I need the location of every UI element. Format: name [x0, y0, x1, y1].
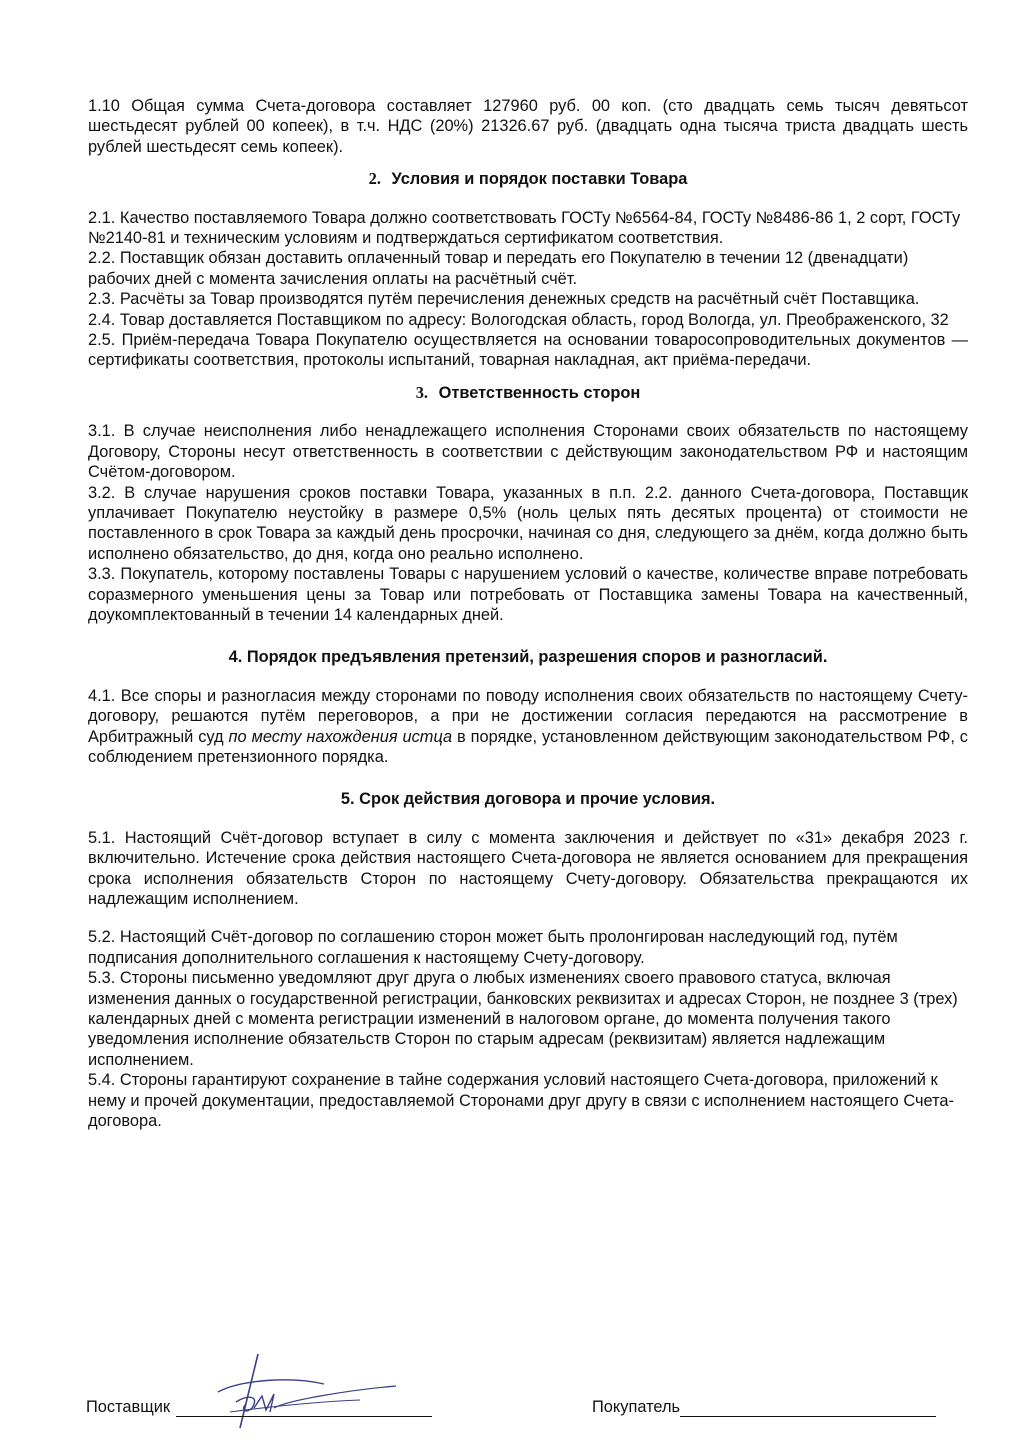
clause-5-1: 5.1. Настоящий Счёт-договор вступает в силу с момента заключения и действует по «31» декабря 2023 г. включительно. Истечение срока действия настоящего Счета-договора не является основанием для прекращения срока исполнения обязательств Сторон по настоящему Счету-договору. Обязательства прекращаются их надлежащим исполнением.	[88, 828, 968, 908]
supplier-signature-block	[86, 1398, 432, 1417]
buyer-label: Покупатель	[592, 1398, 681, 1416]
supplier-label: Поставщик	[86, 1398, 171, 1416]
clause-5-4: 5.4. Стороны гарантируют сохранение в тайне содержания условий настоящего Счета-договора, приложений к нему и прочей документации, предоставляемой Сторонами друг другу в связи с исполнением настоящего Счета-договора.	[88, 1071, 954, 1131]
section-4-title: 4. Порядок предъявления претензий, разрешения споров и разногласий.	[228, 648, 828, 667]
section-5-title: 5. Срок действия договора и прочие условия.	[340, 790, 716, 809]
section-3-heading	[88, 383, 968, 403]
clause-3-3: 3.3. Покупатель, которому поставлены Товары с нарушением условий о качестве, количестве вправе потребовать соразмерного уменьшения цены за Товар или потребовать от Поставщика замены Товара на качественный, доукомплектованный в течении 14 календарных дней.	[88, 565, 968, 624]
clause-4-1-italic: по месту нахождения истца	[228, 727, 453, 746]
clause-5-3: 5.3. Стороны письменно уведомляют друг друга о любых изменениях своего правового статуса, включая изменения данных о государственной регистрации, банковских реквизитах и адресах Сторон, не позднее 3 (трех) календарных дней с момента регистрации изменений в налоговом органе, до момента получения такого уведомления исполнение обязательств Сторон по старым адресам (реквизитам) является надлежащим исполнением.	[88, 969, 958, 1069]
buyer-signature-block	[592, 1398, 936, 1417]
contract-page	[88, 96, 968, 1131]
clause-4-1-text-b: в порядке, установленном действующим законодательством РФ, с соблюдением претензионного порядка.	[88, 727, 969, 766]
clause-2-3: 2.3. Расчёты за Товар производятся путём перечисления денежных средств на расчётный счёт Поставщика.	[88, 290, 920, 309]
signature-row	[86, 1398, 966, 1428]
clause-3-1: 3.1. В случае неисполнения либо ненадлежащего исполнения Сторонами своих обязательств по настоящему Договору, Стороны несут ответственность в соответствии с действующим законодательством РФ и настоящим Счётом-договором.	[88, 422, 968, 482]
section-2-title: Условия и порядок поставки Товара	[391, 170, 688, 189]
supplier-signature-line	[176, 1398, 432, 1417]
section-2-number: 2.	[368, 169, 381, 189]
clause-4-1-text-a: 4.1. Все споры и разногласия между сторонами по поводу исполнения своих обязательств по настоящему Счету-договору, решаются путём переговоров, а при не достижении согласия передаются на рассмотрение в Арбитражный суд	[88, 686, 968, 746]
clause-2-4: 2.4. Товар доставляется Поставщиком по адресу: Вологодская область, город Вологда, ул. Преображенского, 32	[88, 310, 949, 329]
clause-3-2: 3.2. В случае нарушения сроков поставки Товара, указанных в п.п. 2.2. данного Счета-договора, Поставщик уплачивает Покупателю неустойку в размере 0,5% (ноль целых пять десятых процента) от стоимости не поставленного в срок Товара за каждый день просрочки, начиная со дня, следующего за днём, когда должно быть исполнено обязательство, до дня, когда оно реально исполнено.	[88, 483, 968, 563]
section-2-heading	[88, 169, 968, 189]
section-3-number: 3.	[415, 382, 429, 402]
clause-2-2: 2.2. Поставщик обязан доставить оплаченный товар и передать его Покупателю в течении 12 (двенадцати) рабочих дней с момента зачисления оплаты на расчётный счёт.	[88, 249, 909, 288]
clause-5-2: 5.2. Настоящий Счёт-договор по соглашению сторон может быть пролонгирован наследующий год, путём подписания дополнительного соглашения к настоящему Счету-договору.	[88, 928, 898, 967]
clause-4-1	[88, 686, 968, 768]
clause-1-10: 1.10 Общая сумма Счета-договора составляет 127960 руб. 00 коп. (сто двадцать семь тысяч девятьсот шестьдесят рублей 00 копеек), в т.ч. НДС (20%) 21326.67 руб. (двадцать одна тысяча триста двадцать шесть рублей шестьдесят семь копеек).	[88, 97, 968, 156]
clause-2-1: 2.1. Качество поставляемого Товара должно соответствовать ГОСТу №6564-84, ГОСТу №8486-86 1, 2 сорт, ГОСТу №2140-81 и техническим условиям и подтверждаться сертификатом соответствия.	[88, 208, 961, 248]
buyer-signature-line	[680, 1398, 936, 1417]
section-3-title: Ответственность сторон	[438, 383, 641, 402]
clause-2-5: 2.5. Приём-передача Товара Покупателю осуществляется на основании товаросопроводительных документов — сертификаты соответствия, протоколы испытаний, товарная накладная, акт приёма-передачи.	[88, 331, 968, 370]
